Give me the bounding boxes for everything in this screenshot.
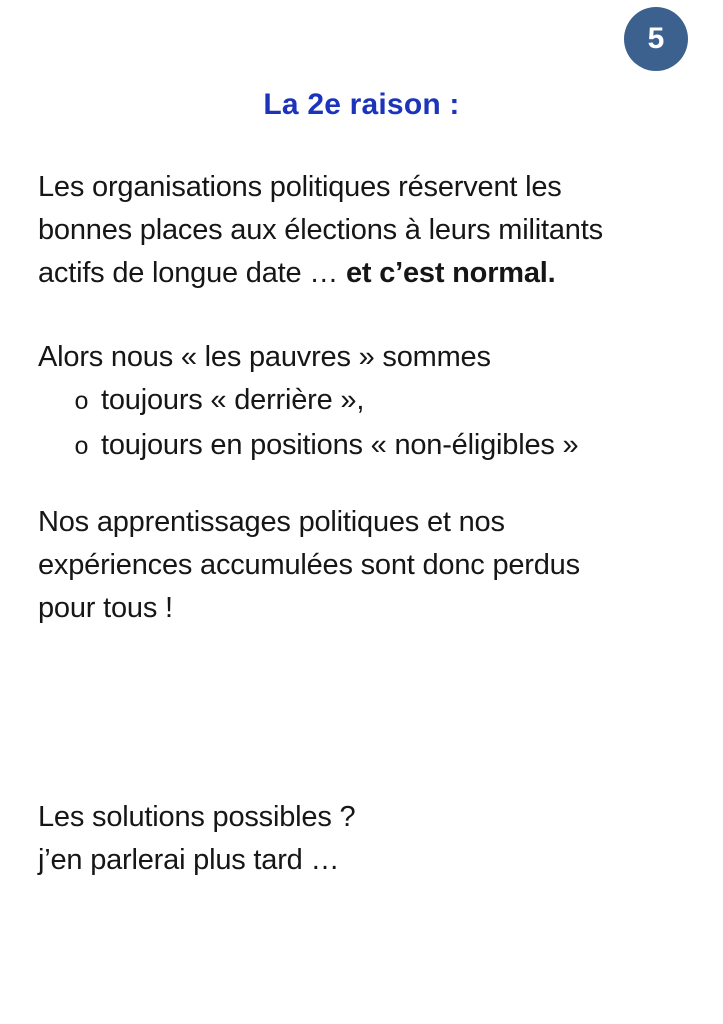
- bullet-item-1-text: toujours « derrière »,: [101, 384, 365, 416]
- paragraph-loss-line-2: expériences accumulées sont donc perdus: [38, 549, 580, 581]
- page-number-badge: [624, 7, 688, 71]
- page-number: 5: [647, 22, 665, 55]
- paragraph-solutions-line-2: j’en parlerai plus tard …: [38, 844, 340, 876]
- paragraph-solutions: [38, 796, 699, 882]
- bullet-marker-icon: o: [74, 388, 89, 417]
- paragraph-solutions-line-1: Les solutions possibles ?: [38, 801, 356, 833]
- bullet-item-2-text: toujours en positions « non-éligibles »: [101, 429, 579, 461]
- paragraph-reason: [38, 166, 699, 295]
- paragraph-loss-line-3: pour tous !: [38, 592, 173, 624]
- paragraph-loss: [38, 501, 699, 630]
- bullet-item-2: [38, 424, 699, 469]
- paragraph-loss-line-1: Nos apprentissages politiques et nos: [38, 506, 505, 538]
- paragraph-consequence: [38, 336, 699, 469]
- bullet-marker-icon: o: [74, 433, 89, 462]
- paragraph-consequence-intro: Alors nous « les pauvres » sommes: [38, 341, 491, 373]
- slide-title: La 2e raison :: [263, 88, 460, 121]
- paragraph-reason-line-3: [38, 252, 699, 295]
- paragraph-reason-line-2: bonnes places aux élections à leurs militants: [38, 214, 603, 246]
- paragraph-reason-line-3-bold: et c’est normal.: [345, 257, 556, 289]
- bullet-item-1: [38, 379, 699, 424]
- paragraph-reason-line-1: Les organisations politiques réservent les: [38, 171, 562, 203]
- paragraph-reason-line-3-normal: actifs de longue date …: [38, 257, 346, 289]
